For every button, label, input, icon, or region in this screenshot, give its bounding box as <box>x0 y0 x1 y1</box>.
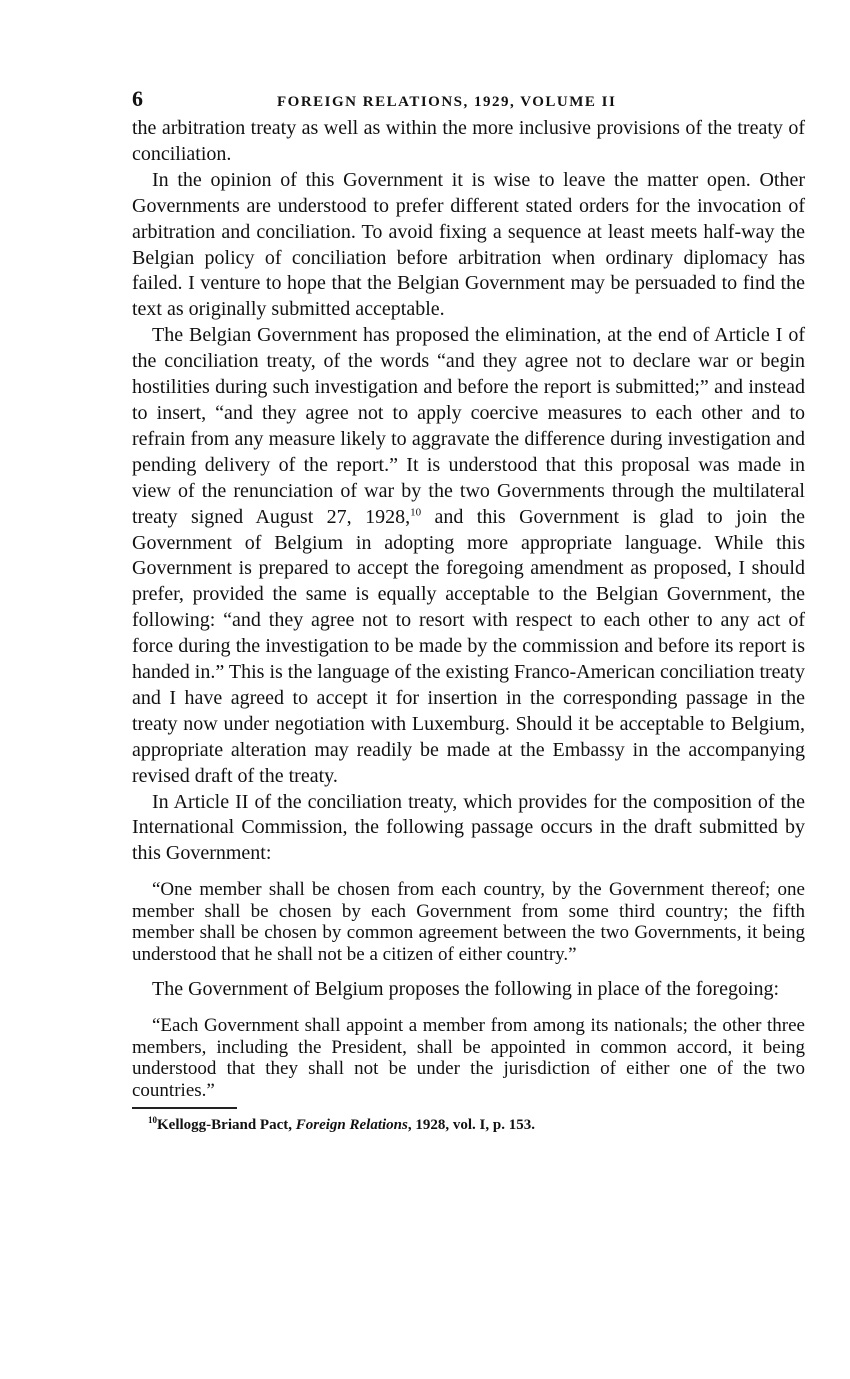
page-number: 6 <box>132 86 143 111</box>
page-header <box>132 86 805 116</box>
paragraph-belgium-proposal: The Government of Belgium proposes the following in place of the foregoing: <box>152 978 780 1001</box>
running-head: FOREIGN RELATIONS, 1929, VOLUME II <box>277 94 617 110</box>
footnote <box>132 1115 805 1134</box>
footnote-text-after: , 1928, vol. I, p. 153. <box>407 1117 535 1134</box>
footnote-number: 10 <box>148 1115 157 1126</box>
footnote-title: Foreign Relations <box>295 1117 408 1134</box>
block-quote-belgium: “Each Government shall appoint a member from among its nationals; the other three members, including the President, shall be appointed in common accord, it being understood that they shall not be under the jurisdiction of either one of the two countries.” <box>132 1015 805 1101</box>
paragraph-article-one-part-a: The Belgian Government has proposed the elimination, at the end of Article I of the conciliation treaty, of the words “and they agree not to declare war or begin hostilities during such investigation and before the report is submitted;” and instead to insert, “and they agree not to apply coercive measures to each other and to refrain from any measure likely to aggravate the difference during investigation and pending delivery of the report.” It is understood that this proposal was made in view of the renunciation of war by the two Governments through the multilateral treaty signed August 27, 1928, <box>132 324 805 528</box>
footnote-divider <box>132 1107 237 1109</box>
paragraph-article-one <box>132 323 805 789</box>
paragraph-opinion: In the opinion of this Government it is wise to leave the matter open. Other Governments are understood to prefer different stated orders for the invocation of arbitration and conciliation. To avoid fixing a sequence at least meets half-way the Belgian policy of conciliation before arbitration when ordinary diplomacy has failed. I venture to hope that the Belgian Government may be persuaded to find the text as originally submitted acceptable. <box>132 168 805 321</box>
footnote-text-before: Kellogg-Briand Pact, <box>157 1117 296 1134</box>
document-page <box>132 86 805 1134</box>
paragraph-article-two: In Article II of the conciliation treaty, which provides for the composition of the International Commission, the following passage occurs in the draft submitted by this Government: <box>132 790 805 865</box>
paragraph-article-one-part-b: and this Government is glad to join the Government of Belgium in adopting more appropriate language. While this Government is prepared to accept the foregoing amendment as proposed, I should prefer, provided the same is equally acceptable to the Belgian Government, the following: “and they agree not to resort with respect to each other to any act of force during the investigation to be made by the commission and before its report is handed in.” This is the language of the existing Franco-American conciliation treaty and I have agreed to accept it for insertion in the corresponding passage in the treaty now under negotiation with Luxemburg. Should it be acceptable to Belgium, appropriate alteration may readily be made at the Embassy in the accompanying revised draft of the treaty. <box>132 505 805 787</box>
paragraph-continuation: the arbitration treaty as well as within the more inclusive provisions of the treaty of conciliation. <box>132 117 805 165</box>
footnote-reference: 10 <box>410 505 422 518</box>
block-quote-draft: “One member shall be chosen from each country, by the Government thereof; one member shall be chosen by each Government from some third country; the fifth member shall be chosen by common agreement between the two Governments, it being understood that he shall not be a citizen of either country.” <box>132 879 805 965</box>
